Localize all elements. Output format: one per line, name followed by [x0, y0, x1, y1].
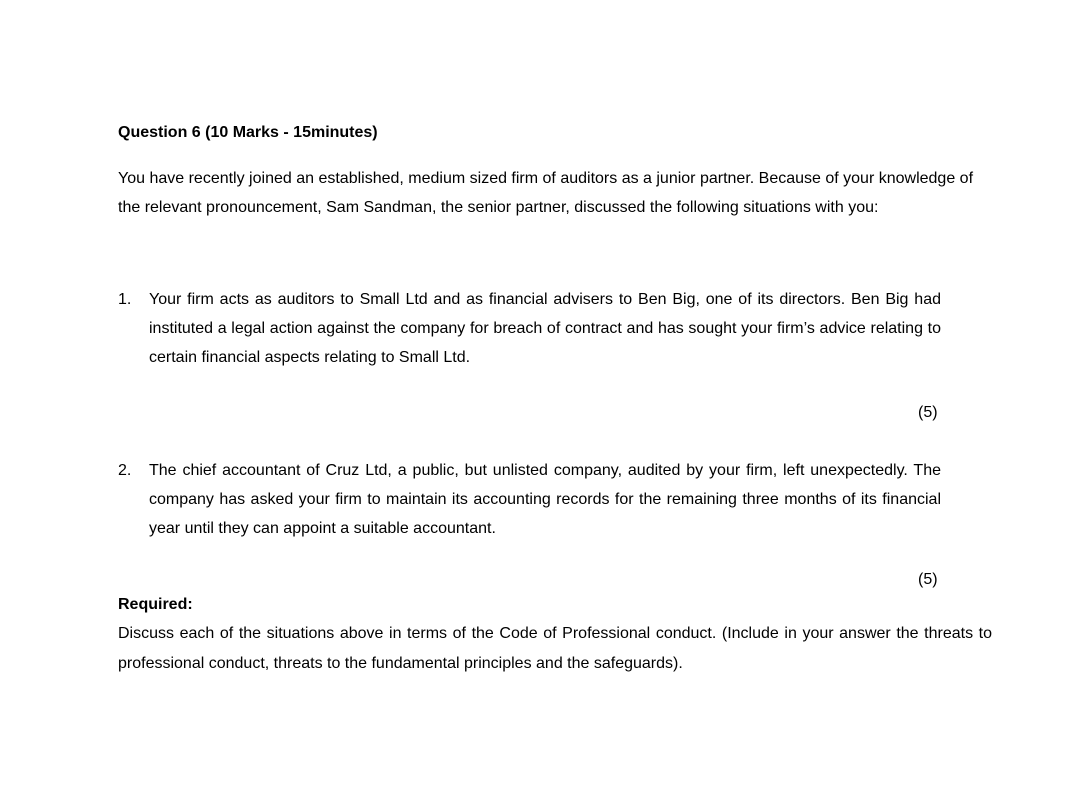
list-item-text: The chief accountant of Cruz Ltd, a public, but unlisted company, audited by your firm, left unexpectedly. The company has asked your firm to maintain its accounting records for the remaining three months of its financial year until they can appoint a suitable accountant. — [149, 462, 941, 537]
required-text: Discuss each of the situations above in terms of the Code of Professional conduct. (Include in your answer the threats to professional conduct, threats to the fundamental principles and the safeguards). — [118, 625, 992, 672]
list-item-text: Your firm acts as auditors to Small Ltd and as financial advisers to Ben Big, one of its directors. Ben Big had instituted a legal action against the company for breach of contract and has sought your firm’s advice relating to certain financial aspects relating to Small Ltd. — [149, 291, 941, 366]
question-intro: You have recently joined an established, medium sized firm of auditors as a junior partner. Because of your knowledge of the relevant pronouncement, Sam Sandman, the senior partner, discussed the following situations with you: — [118, 170, 974, 216]
marks-label: (5) — [918, 571, 938, 588]
marks-label: (5) — [918, 404, 938, 421]
list-item-number: 2. — [118, 462, 132, 479]
required-heading: Required: — [118, 596, 193, 613]
list-item-number: 1. — [118, 291, 132, 308]
question-heading: Question 6 (10 Marks - 15minutes) — [118, 124, 378, 141]
